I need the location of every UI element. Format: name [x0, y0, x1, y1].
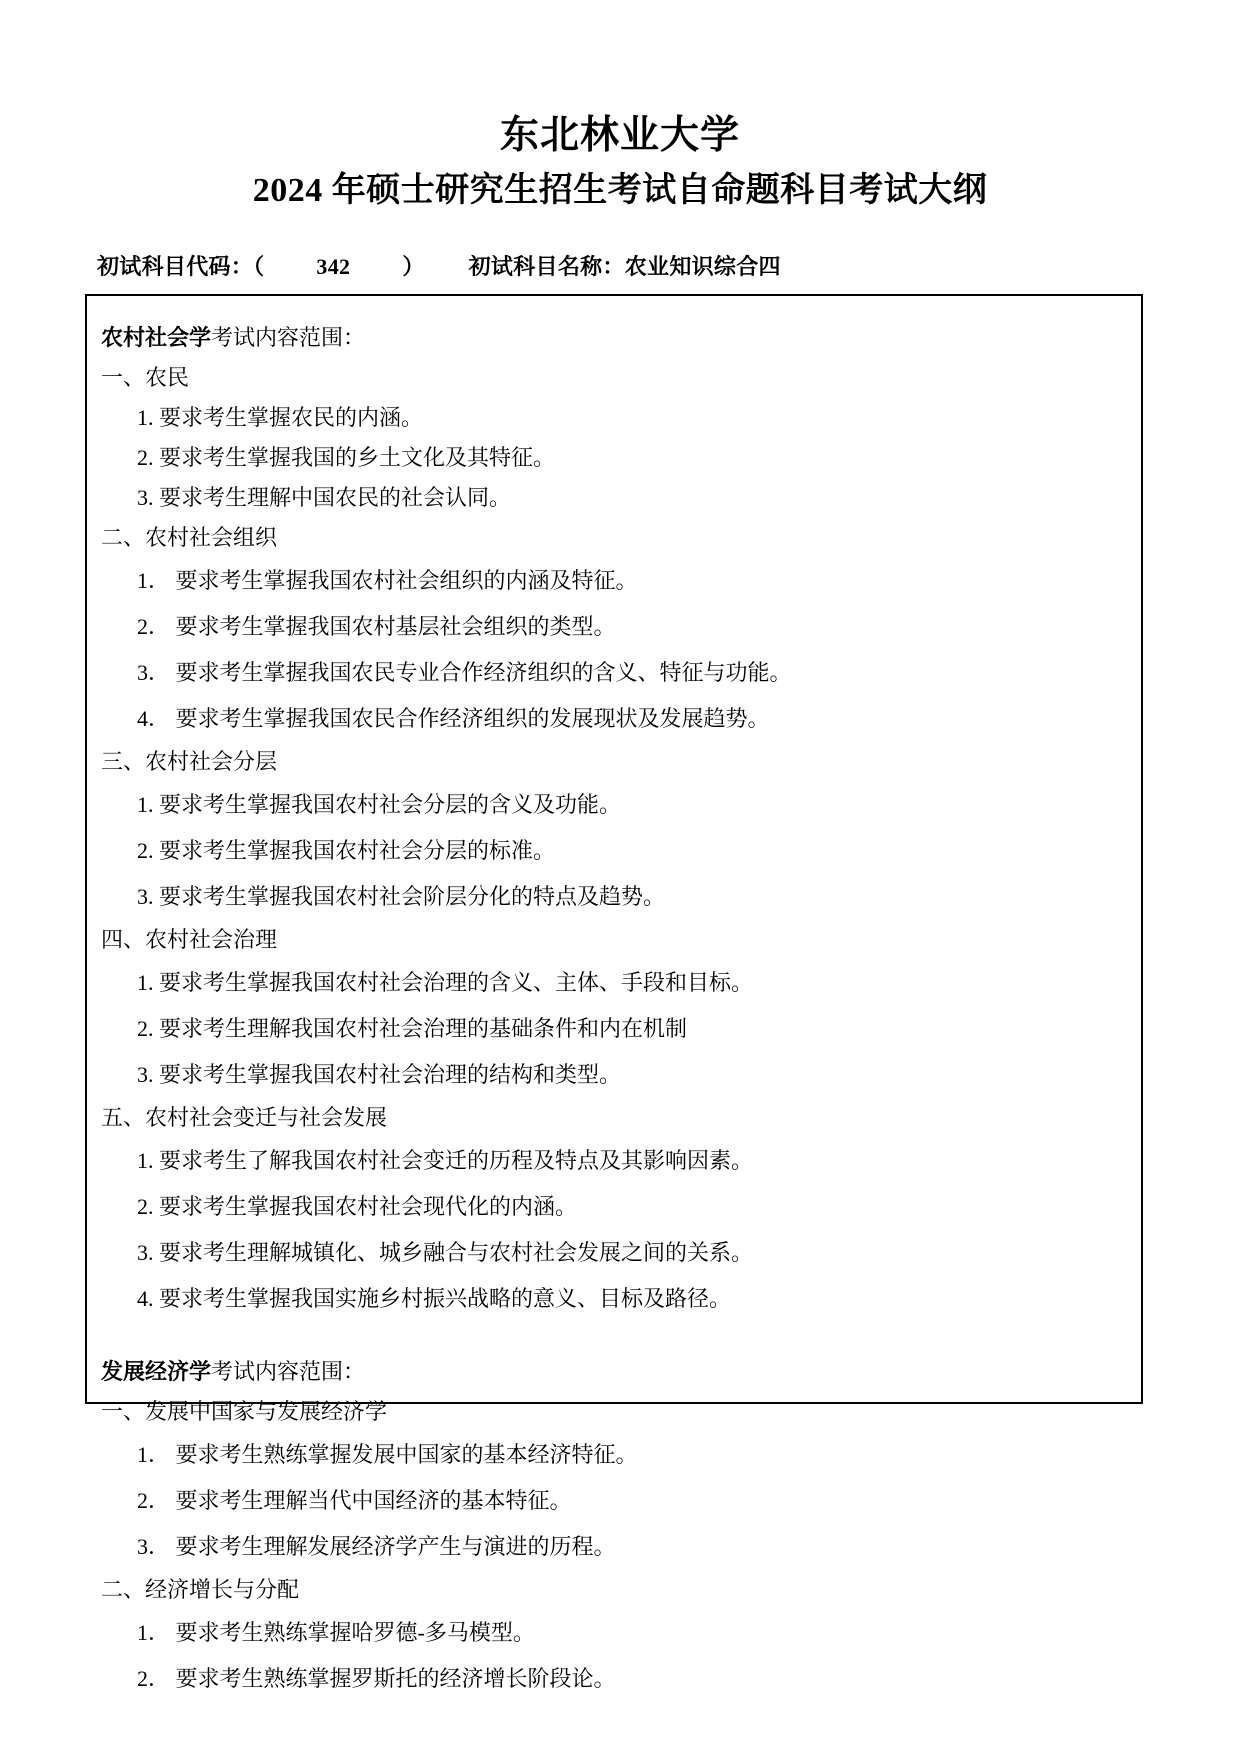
section-title-0-1: 二、农村社会组织: [101, 524, 278, 550]
subject-code-value: 342: [316, 253, 351, 279]
page-subtitle: 2024 年硕士研究生招生考试自命题科目考试大纲: [252, 171, 988, 209]
section-title-0-4: 五、农村社会变迁与社会发展: [101, 1104, 388, 1130]
section-item-0-1-0: 1． 要求考生掌握我国农村社会组织的内涵及特征。: [137, 567, 638, 593]
title-block: [0, 0, 1240, 213]
section-item-1-1-0: 1． 要求考生熟练掌握哈罗德-多马模型。: [137, 1619, 535, 1645]
subject-name-bold-1: 发展经济学: [101, 1358, 212, 1384]
subject-name-label: 初试科目名称：: [468, 253, 625, 279]
subject-name-value: 农业知识综合四: [624, 253, 781, 279]
subject-code-close: ）: [402, 253, 425, 279]
section-item-0-2-0: 1. 要求考生掌握我国农村社会分层的含义及功能。: [137, 791, 622, 817]
section-item-0-1-3: 4． 要求考生掌握我国农民合作经济组织的发展现状及发展趋势。: [137, 705, 770, 731]
section-title-0-0: 一、农民: [101, 364, 190, 390]
section-item-0-4-0: 1. 要求考生了解我国农村社会变迁的历程及特点及其影响因素。: [137, 1147, 754, 1173]
subject-separator: [101, 1322, 1129, 1352]
section-item-0-0-1: 2. 要求考生掌握我国的乡土文化及其特征。: [137, 444, 556, 470]
subject-code-line: [0, 250, 1240, 281]
subject-heading-0: [101, 318, 1129, 358]
section-item-1-0-1: 2． 要求考生理解当代中国经济的基本特征。: [137, 1487, 572, 1513]
subject-code-label: 初试科目代码：（: [97, 253, 265, 279]
section-title-1-1: 二、经济增长与分配: [101, 1576, 300, 1602]
subject-name-bold-0: 农村社会学: [101, 324, 212, 350]
syllabus-content-box: [85, 294, 1143, 1691]
section-title-1-0: 一、发展中国家与发展经济学: [101, 1398, 388, 1424]
section-item-0-4-1: 2. 要求考生掌握我国农村社会现代化的内涵。: [137, 1193, 578, 1219]
subject-heading-suffix-1: 考试内容范围：: [211, 1358, 366, 1384]
section-item-0-3-2: 3. 要求考生掌握我国农村社会治理的结构和类型。: [137, 1061, 622, 1087]
page-title: 东北林业大学: [499, 114, 740, 157]
section-title-0-3: 四、农村社会治理: [101, 926, 278, 952]
section-title-0-2: 三、农村社会分层: [101, 748, 278, 774]
section-item-0-3-1: 2. 要求考生理解我国农村社会治理的基础条件和内在机制: [137, 1015, 688, 1041]
section-item-0-0-0: 1. 要求考生掌握农民的内涵。: [137, 404, 424, 430]
section-item-1-0-0: 1． 要求考生熟练掌握发展中国家的基本经济特征。: [137, 1441, 638, 1467]
section-item-0-1-2: 3． 要求考生掌握我国农民专业合作经济组织的含义、特征与功能。: [137, 659, 792, 685]
section-item-0-0-2: 3. 要求考生理解中国农民的社会认同。: [137, 484, 512, 510]
subject-heading-1: [101, 1352, 1129, 1392]
section-item-0-4-2: 3. 要求考生理解城镇化、城乡融合与农村社会发展之间的关系。: [137, 1239, 754, 1265]
section-item-0-3-0: 1. 要求考生掌握我国农村社会治理的含义、主体、手段和目标。: [137, 969, 754, 995]
section-item-0-1-1: 2． 要求考生掌握我国农村基层社会组织的类型。: [137, 613, 616, 639]
section-item-1-0-2: 3． 要求考生理解发展经济学产生与演进的历程。: [137, 1533, 616, 1559]
subject-heading-suffix-0: 考试内容范围：: [211, 324, 366, 350]
section-item-1-1-1: 2． 要求考生熟练掌握罗斯托的经济增长阶段论。: [137, 1665, 616, 1691]
section-item-0-2-1: 2. 要求考生掌握我国农村社会分层的标准。: [137, 837, 556, 863]
section-item-0-4-3: 4. 要求考生掌握我国实施乡村振兴战略的意义、目标及路径。: [137, 1285, 732, 1311]
section-item-0-2-2: 3. 要求考生掌握我国农村社会阶层分化的特点及趋势。: [137, 883, 666, 909]
